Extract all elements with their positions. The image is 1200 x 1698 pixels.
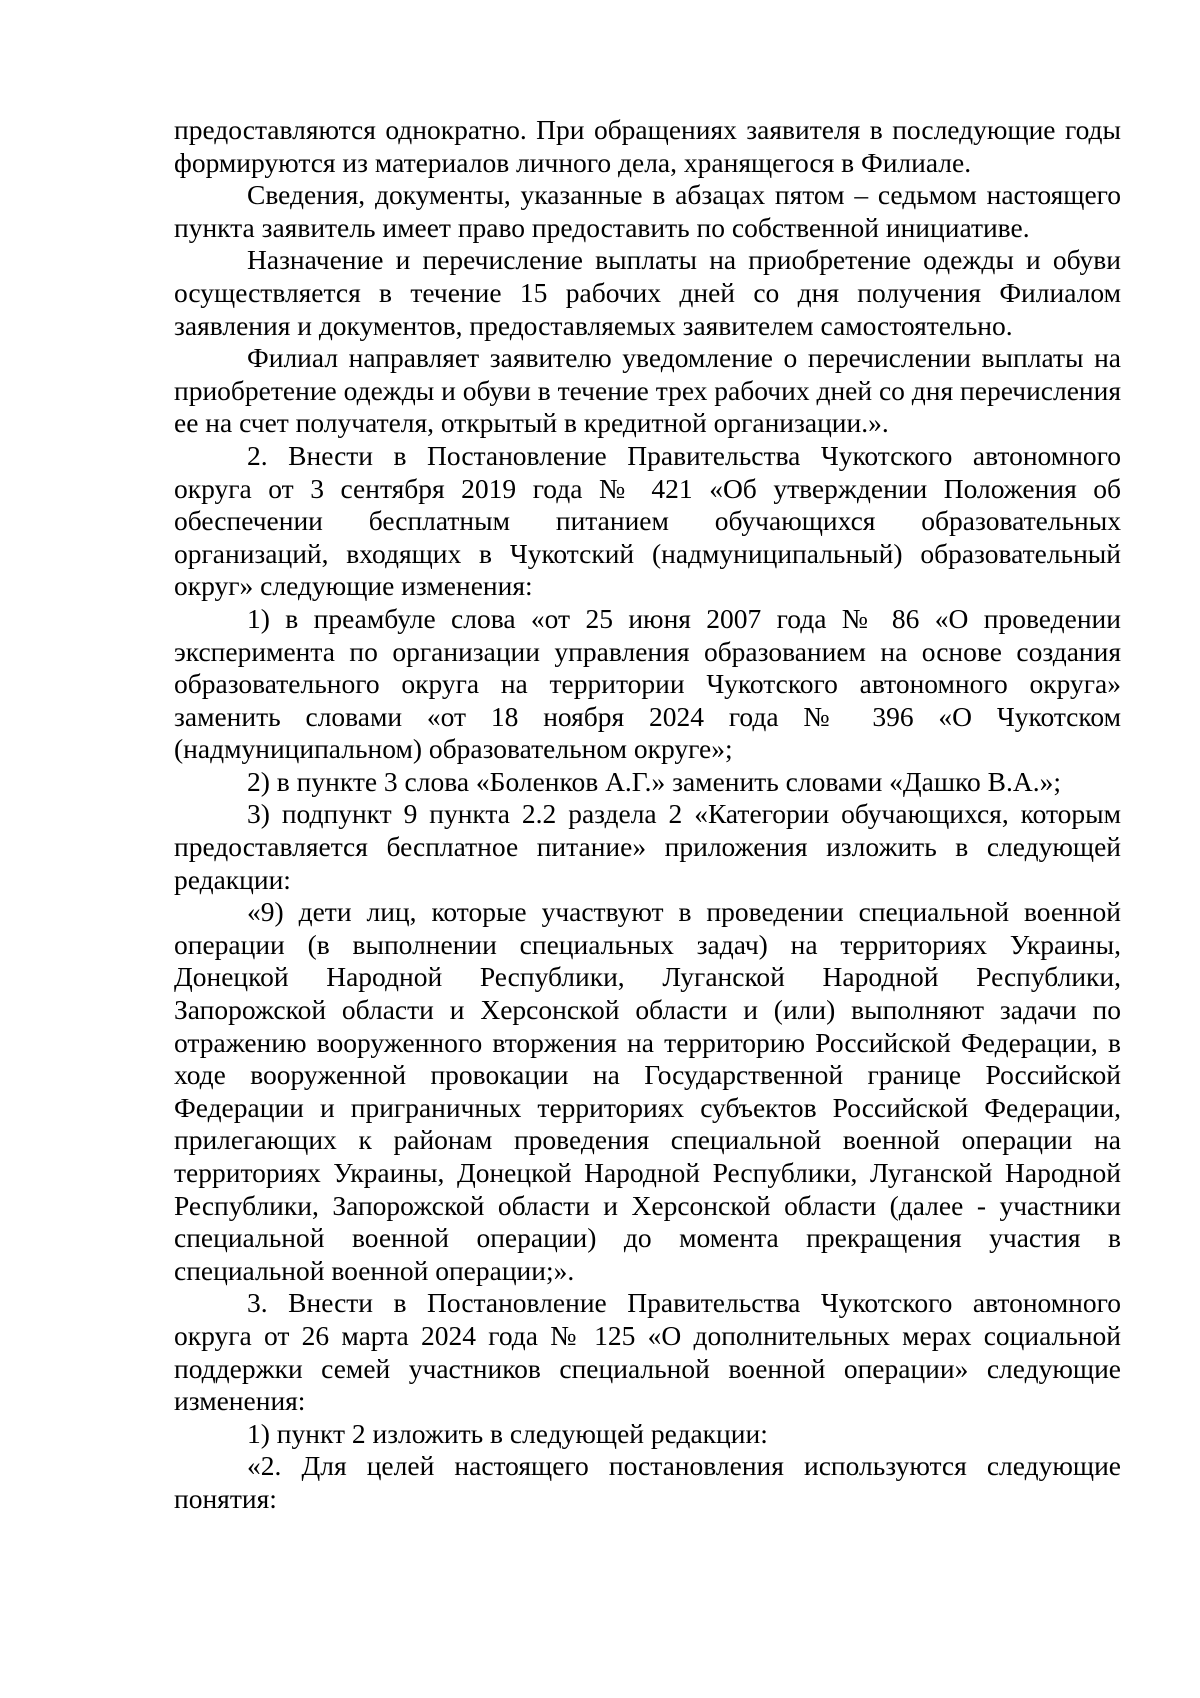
paragraph-9: «9) дети лиц, которые участвуют в проведении специальной военной операции (в выполнении специальных задач) на территориях Украины, Донецкой Народной Республики, Луганской Народной Республики, Запорожской области и Херсонской области и (или) выполняют задачи по отражению вооруженного вторжения на территорию Российской Федерации, в ходе вооруженной провокации на Государственной границе Российской Федерации и приграничных территориях субъектов Российской Федерации, прилегающих к районам проведения специальной военной операции на территориях Украины, Донецкой Народной Республики, Луганской Народной Республики, Запорожской области и Херсонской области (далее - участники специальной военной операции) до момента прекращения участия в специальной военной операции;». [174, 896, 1121, 1286]
paragraph-3: Назначение и перечисление выплаты на приобретение одежды и обуви осуществляется в течение 15 рабочих дней со дня получения Филиалом заявления и документов, предоставляемых заявителем самостоятельно. [174, 244, 1121, 341]
document-page [174, 114, 1121, 1516]
paragraph-7: 2) в пункте 3 слова «Боленков А.Г.» заменить словами «Дашко В.А.»; [247, 765, 1061, 797]
paragraph-2: Сведения, документы, указанные в абзацах пятом – седьмом настоящего пункта заявитель имеет право предоставить по собственной инициативе. [174, 179, 1121, 243]
paragraph-10: 3. Внести в Постановление Правительства Чукотского автономного округа от 26 марта 2024 года № 125 «О дополнительных мерах социальной поддержки семей участников специальной военной операции» следующие изменения: [174, 1287, 1121, 1417]
paragraph-12: «2. Для целей настоящего постановления используются следующие понятия: [174, 1450, 1121, 1514]
paragraph-6: 1) в преамбуле слова «от 25 июня 2007 года № 86 «О проведении эксперимента по организации управления образованием на основе создания образовательного округа на территории Чукотского автономного округа» заменить словами «от 18 ноября 2024 года № 396 «О Чукотском (надмуниципальном) образовательном округе»; [174, 602, 1121, 765]
paragraph-5: 2. Внести в Постановление Правительства Чукотского автономного округа от 3 сентября 2019 года № 421 «Об утверждении Положения об обеспечении бесплатным питанием обучающихся образовательных организаций, входящих в Чукотский (надмуниципальный) образовательный округ» следующие изменения: [174, 439, 1121, 602]
paragraph-11: 1) пункт 2 изложить в следующей редакции: [247, 1417, 768, 1449]
paragraph-4: Филиал направляет заявителю уведомление о перечислении выплаты на приобретение одежды и обуви в течение трех рабочих дней со дня перечисления ее на счет получателя, открытый в кредитной организации.». [174, 342, 1121, 439]
paragraph-1: предоставляются однократно. При обращениях заявителя в последующие годы формируются из материалов личного дела, хранящегося в Филиале. [174, 114, 1121, 178]
paragraph-8: 3) подпункт 9 пункта 2.2 раздела 2 «Категории обучающихся, которым предоставляется бесплатное питание» приложения изложить в следующей редакции: [174, 798, 1121, 895]
